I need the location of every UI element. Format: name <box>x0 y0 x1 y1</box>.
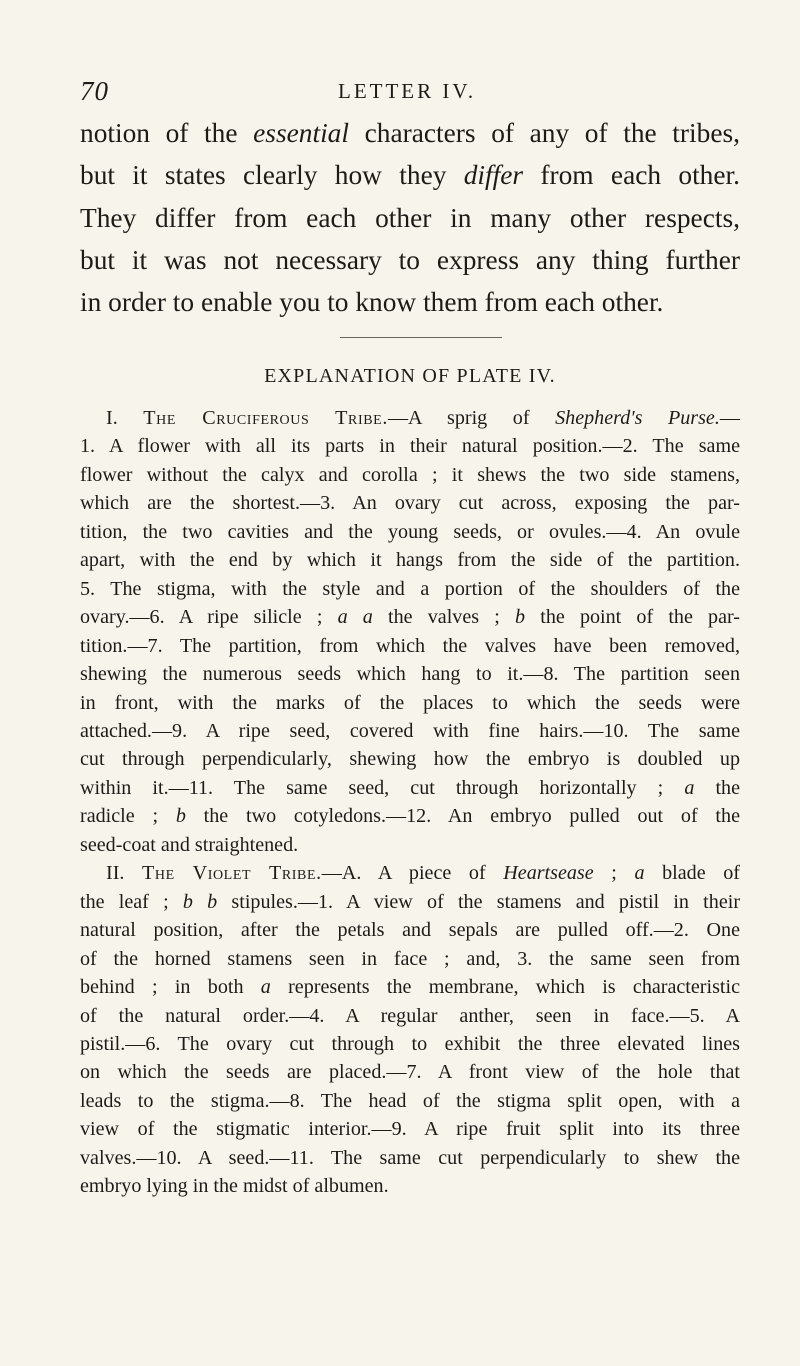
explanation-line: shewing the numerous seeds which hang to it.—8. The partition seen <box>80 663 740 686</box>
explanation-line: of the natural order.—4. A regular anther, seen in face.—5. A <box>80 1004 740 1027</box>
explanation-line: II. The Violet Tribe.—A. A piece of Heartsease ; a blade of <box>106 862 740 885</box>
plate-explanation-heading: EXPLANATION OF PLATE IV. <box>264 365 556 387</box>
plate-explanation-body <box>80 404 740 1201</box>
explanation-line: within it.—11. The same seed, cut through horizontally ; a the <box>80 776 740 799</box>
explanation-line: the leaf ; b b stipules.—1. A view of the stamens and pistil in their <box>80 890 741 913</box>
explanation-line: radicle ; b the two cotyledons.—12. An embryo pulled out of the <box>80 805 740 828</box>
explanation-line: I. The Cruciferous Tribe.—A sprig of Shepherd's Purse.— <box>106 407 740 429</box>
intro-line: notion of the essential characters of any of the tribes, <box>80 118 740 148</box>
intro-line: but it states clearly how they differ from each other. <box>80 160 740 191</box>
explanation-line: ovary.—6. A ripe silicle ; a a the valves ; b the point of the par- <box>80 606 740 629</box>
explanation-line: pistil.—6. The ovary cut through to exhibit the three elevated lines <box>80 1032 740 1055</box>
explanation-line: valves.—10. A seed.—11. The same cut perpendicularly to shew the <box>80 1146 740 1169</box>
intro-line: They differ from each other in many other respects, <box>80 202 740 233</box>
intro-line: in order to enable you to know them from each other. <box>80 287 664 318</box>
explanation-line: embryo lying in the midst of albumen. <box>80 1175 389 1198</box>
explanation-line: attached.—9. A ripe seed, covered with fine hairs.—10. The same <box>80 719 740 742</box>
explanation-line: 1. A flower with all its parts in their natural position.—2. The same <box>80 435 740 458</box>
explanation-line: in front, with the marks of the places to which the seeds were <box>80 691 740 714</box>
section-divider <box>340 337 502 338</box>
page-number: 70 <box>80 76 109 106</box>
explanation-line: of the horned stamens seen in face ; and, 3. the same seen from <box>80 947 740 970</box>
explanation-line: cut through perpendicularly, shewing how the embryo is doubled up <box>80 748 740 771</box>
running-title: LETTER IV. <box>338 79 477 103</box>
running-head <box>80 76 740 106</box>
explanation-line: flower without the calyx and corolla ; it shews the two side stamens, <box>80 463 740 486</box>
explanation-line: tition, the two cavities and the young seeds, or ovules.—4. An ovule <box>80 520 740 543</box>
explanation-line: apart, with the end by which it hangs from the side of the partition. <box>80 549 740 572</box>
explanation-line: behind ; in both a represents the membrane, which is characteristic <box>80 976 740 999</box>
explanation-line: tition.—7. The partition, from which the valves have been removed, <box>80 634 740 657</box>
explanation-line: leads to the stigma.—8. The head of the stigma split open, with a <box>80 1089 740 1112</box>
intro-paragraph <box>80 112 740 323</box>
explanation-line: 5. The stigma, with the style and a portion of the shoulders of the <box>80 577 740 600</box>
explanation-line: seed-coat and straightened. <box>80 833 299 856</box>
explanation-line: on which the seeds are placed.—7. A front view of the hole that <box>80 1061 740 1084</box>
intro-line: but it was not necessary to express any thing further <box>80 244 740 275</box>
explanation-line: view of the stigmatic interior.—9. A ripe fruit split into its three <box>80 1118 740 1141</box>
explanation-line: natural position, after the petals and sepals are pulled off.—2. One <box>80 919 740 942</box>
explanation-line: which are the shortest.—3. An ovary cut across, exposing the par- <box>80 492 740 515</box>
